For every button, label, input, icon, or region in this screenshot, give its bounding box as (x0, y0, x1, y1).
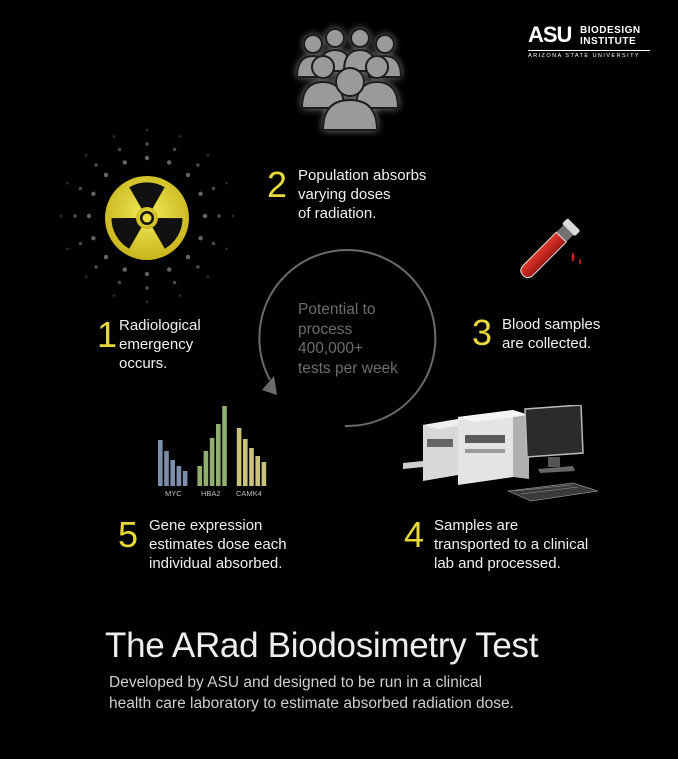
radiation-dot (113, 135, 116, 138)
radiation-dot (145, 286, 149, 290)
radiation-dot (225, 182, 228, 185)
step-line: Gene expression (149, 517, 263, 534)
center-line: Potential to (298, 301, 376, 318)
step-line: of radiation. (298, 205, 377, 222)
page-title: The ARad Biodosimetry Test (105, 626, 539, 665)
radiation-dot (79, 187, 83, 191)
test-tube-icon (500, 214, 590, 289)
logo-line1: BIODESIGN (580, 25, 641, 36)
radiation-dot (123, 267, 127, 271)
step-4-number: 4 (404, 514, 425, 555)
center-line: 400,000+ (298, 340, 364, 357)
gene-bar-myc (170, 460, 175, 486)
step-line: lab and processed. (434, 555, 561, 572)
step-line: occurs. (119, 355, 168, 372)
step-line: transported to a clinical (434, 536, 589, 553)
radiation-dot (232, 215, 235, 218)
radiation-dot (212, 187, 216, 191)
radiation-dot (79, 242, 83, 246)
radiation-dot (146, 301, 149, 304)
subtitle-line: health care laboratory to estimate absorbed radiation dose. (109, 694, 514, 712)
radiation-dot (198, 236, 202, 240)
gene-bar-myc (158, 440, 163, 486)
gene-bar-camk4 (262, 462, 267, 486)
page-subtitle (109, 673, 629, 714)
subtitle-line: Developed by ASU and designed to be run in a clinical (109, 674, 483, 691)
gene-bar-hba2 (210, 438, 215, 486)
step-4-text (434, 516, 588, 573)
gene-bar-myc (164, 451, 169, 486)
radiation-dot (66, 182, 69, 185)
gene-expression-chart (150, 400, 280, 490)
radiation-dot (91, 236, 95, 240)
step-1-text (119, 316, 201, 373)
radiation-dot (94, 265, 98, 269)
gene-label-camk4: CAMK4 (236, 489, 262, 498)
step-2-number: 2 (267, 164, 288, 205)
step-line: Samples are (434, 517, 519, 534)
gene-bar-camk4 (243, 439, 248, 486)
step-line: are collected. (502, 335, 592, 352)
gene-bar-hba2 (216, 424, 221, 486)
radiation-dot (145, 142, 149, 146)
step-5-text (149, 516, 287, 573)
logo-line2: INSTITUTE (580, 36, 637, 47)
logo-asu-text: ASU (528, 22, 572, 47)
radiation-dot (85, 154, 88, 157)
gene-label-myc: MYC (165, 489, 182, 498)
step-2-text (298, 166, 426, 223)
center-line: process (298, 320, 353, 338)
radiation-dot (225, 248, 228, 251)
step-line: varying doses (298, 186, 391, 203)
radiation-dot (212, 242, 216, 246)
radiation-dot (145, 156, 149, 160)
gene-label-hba2: HBA2 (201, 489, 221, 498)
radiation-dot (87, 214, 91, 218)
radiation-dot (203, 214, 207, 218)
step-line: emergency (119, 336, 194, 353)
radiation-dot (206, 154, 209, 157)
radiation-dot (145, 272, 149, 276)
step-line: individual absorbed. (149, 555, 283, 572)
step-line: estimates dose each (149, 536, 287, 553)
step-line: Population absorbs (298, 167, 427, 184)
logo-university: ARIZONA STATE UNIVERSITY (528, 53, 641, 59)
gene-bar-camk4 (237, 428, 242, 486)
radiation-dot (179, 135, 182, 138)
step-line: Blood samples (502, 316, 601, 333)
radiation-dot (91, 192, 95, 196)
radiation-dot (217, 214, 221, 218)
gene-bar-camk4 (249, 448, 254, 486)
radiation-dot (173, 281, 177, 285)
radiation-dot (167, 160, 171, 164)
asu-biodesign-logo (528, 24, 653, 64)
gene-bar-hba2 (204, 451, 209, 486)
radiation-dot (123, 160, 127, 164)
gene-bar-hba2 (197, 466, 202, 486)
step-3-number: 3 (472, 312, 493, 353)
center-capacity-text (298, 300, 428, 378)
radiation-dot (196, 265, 200, 269)
step-line: Radiological (119, 317, 201, 334)
step-1-number: 1 (97, 314, 118, 355)
radiation-icon (103, 174, 191, 262)
population-icon (285, 22, 415, 137)
step-3-text (502, 315, 600, 353)
radiation-dot (113, 294, 116, 297)
radiation-dot (206, 275, 209, 278)
radiation-dot (118, 281, 122, 285)
radiation-dot (173, 148, 177, 152)
radiation-dot (198, 192, 202, 196)
step-5-number: 5 (118, 514, 139, 555)
radiation-dot (146, 129, 149, 132)
radiation-dot (94, 163, 98, 167)
gene-bar-hba2 (222, 406, 227, 486)
radiation-dot (73, 214, 77, 218)
radiation-dot (118, 148, 122, 152)
logo-biodesign-text (580, 25, 641, 47)
radiation-dot (85, 275, 88, 278)
gene-bar-camk4 (255, 456, 260, 486)
gene-bar-myc (177, 466, 182, 486)
gene-bar-myc (183, 471, 188, 486)
radiation-dot (179, 294, 182, 297)
radiation-dot (66, 248, 69, 251)
logo-rule (528, 50, 650, 51)
center-line: tests per week (298, 359, 398, 377)
radiation-dot (60, 215, 63, 218)
radiation-dot (167, 267, 171, 271)
radiation-dot (196, 163, 200, 167)
